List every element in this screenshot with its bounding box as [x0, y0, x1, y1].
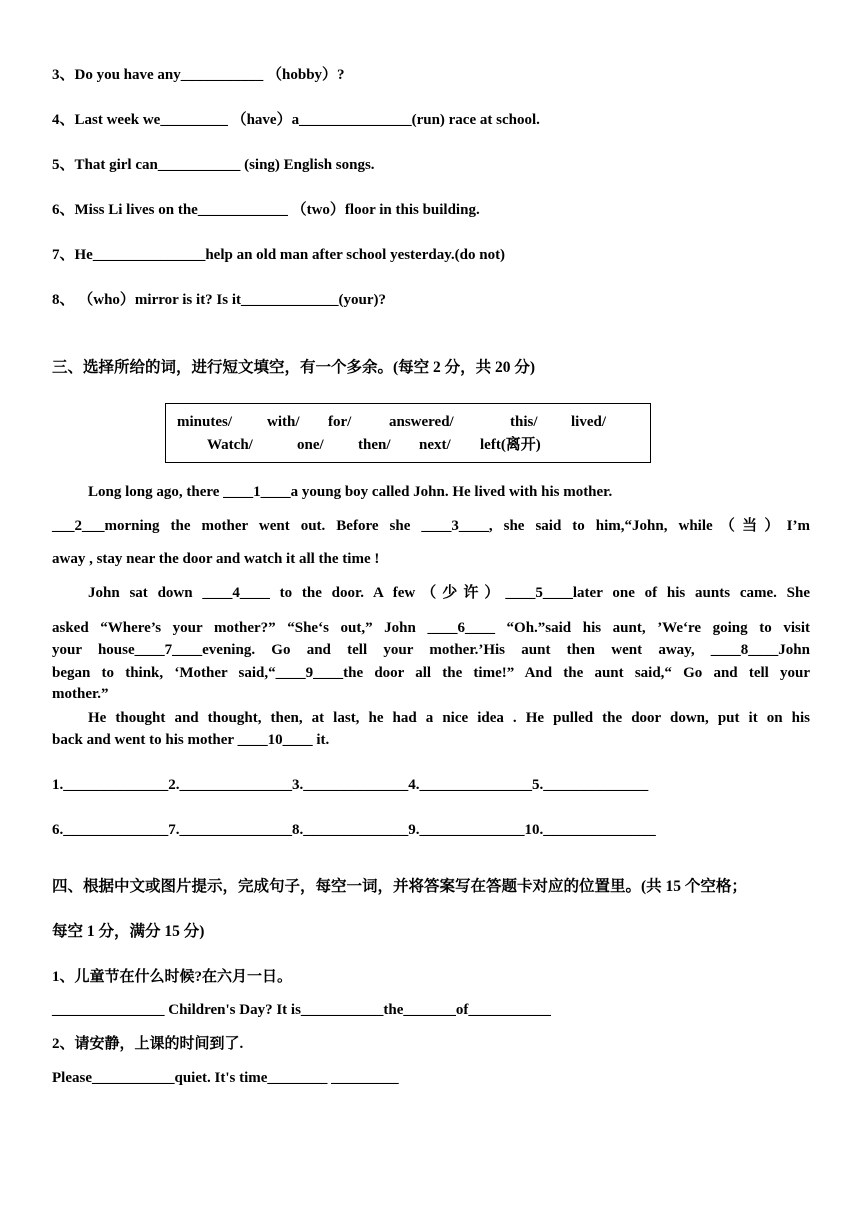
- word-box-item: lived/: [571, 414, 607, 430]
- word-box-item: one/: [297, 437, 324, 453]
- word-box-item: minutes/: [177, 414, 233, 430]
- word-box-item: this/: [510, 414, 538, 430]
- section-4-title: 四、根据中文或图片提示，完成句子，每空一词，并将答案写在答题卡对应的位置里。(共 15 个空格；: [52, 878, 747, 895]
- passage-line: your house____7____evening. Go and tell your mother.’His aunt then went away, ____8____John: [52, 642, 810, 658]
- word-box-item: next/: [419, 437, 451, 453]
- passage-line: asked “Where’s your mother?” “She‘s out,” John ____6____ “Oh.”said his aunt, ’We‘re going to visit: [52, 620, 810, 636]
- fill-item-3: 3、Do you have any___________ （hobby）?: [52, 67, 345, 83]
- fill-item-5: 5、That girl can___________ (sing) English songs.: [52, 157, 375, 173]
- q2-prompt: 2、请安静，上课的时间到了.: [52, 1036, 244, 1052]
- section-4-title-cont: 每空 1 分，满分 15 分): [52, 923, 205, 940]
- word-box-item: Watch/: [207, 437, 253, 453]
- word-box-item: answered/: [389, 414, 454, 430]
- passage-line: back and went to his mother ____10____ it.: [52, 732, 330, 748]
- fill-item-4: 4、Last week we_________ （have）a_______________(run) race at school.: [52, 112, 540, 128]
- passage-line: away , stay near the door and watch it all the time !: [52, 551, 380, 567]
- passage-line: He thought and thought, then, at last, he had a nice idea . He pulled the door down, put it on his: [88, 710, 810, 726]
- passage-line: began to think, ‘Mother said,“____9____the door all the time!” And the aunt said,“ Go and tell your: [52, 665, 810, 681]
- word-box-item: for/: [328, 414, 352, 430]
- passage-line: Long long ago, there ____1____a young boy called John. He lived with his mother.: [88, 484, 613, 500]
- fill-item-8: 8、 （who）mirror is it? Is it_____________(your)?: [52, 292, 387, 308]
- answer-row-1: 1.______________2._______________3.______________4._______________5.______________: [52, 777, 649, 793]
- passage-line: ___2___morning the mother went out. Before she ____3____, she said to him,“John, while（当）I’m: [52, 518, 810, 534]
- q2-answer-line: Please___________quiet. It's time________ _________: [52, 1070, 399, 1086]
- fill-item-6: 6、Miss Li lives on the____________ （two）floor in this building.: [52, 202, 480, 218]
- fill-item-7: 7、He_______________help an old man after school yesterday.(do not): [52, 247, 506, 263]
- section-3-title: 三、选择所给的词，进行短文填空，有一个多余。(每空 2 分，共 20 分): [52, 359, 536, 376]
- q1-prompt: 1、儿童节在什么时候?在六月一日。: [52, 969, 293, 985]
- answer-row-2: 6.______________7._______________8.______________9.______________10._______________: [52, 822, 656, 838]
- word-box-item: with/: [267, 414, 300, 430]
- word-box-item: then/: [358, 437, 391, 453]
- q1-answer-line: _______________ Children's Day? It is___________the_______of___________: [52, 1002, 551, 1018]
- word-box-item: left(离开): [480, 437, 541, 453]
- word-box: [165, 403, 651, 463]
- passage-line: John sat down ____4____ to the door. A few（少许）____5____later one of his aunts came. She: [88, 585, 810, 601]
- passage-line: mother.”: [52, 686, 109, 702]
